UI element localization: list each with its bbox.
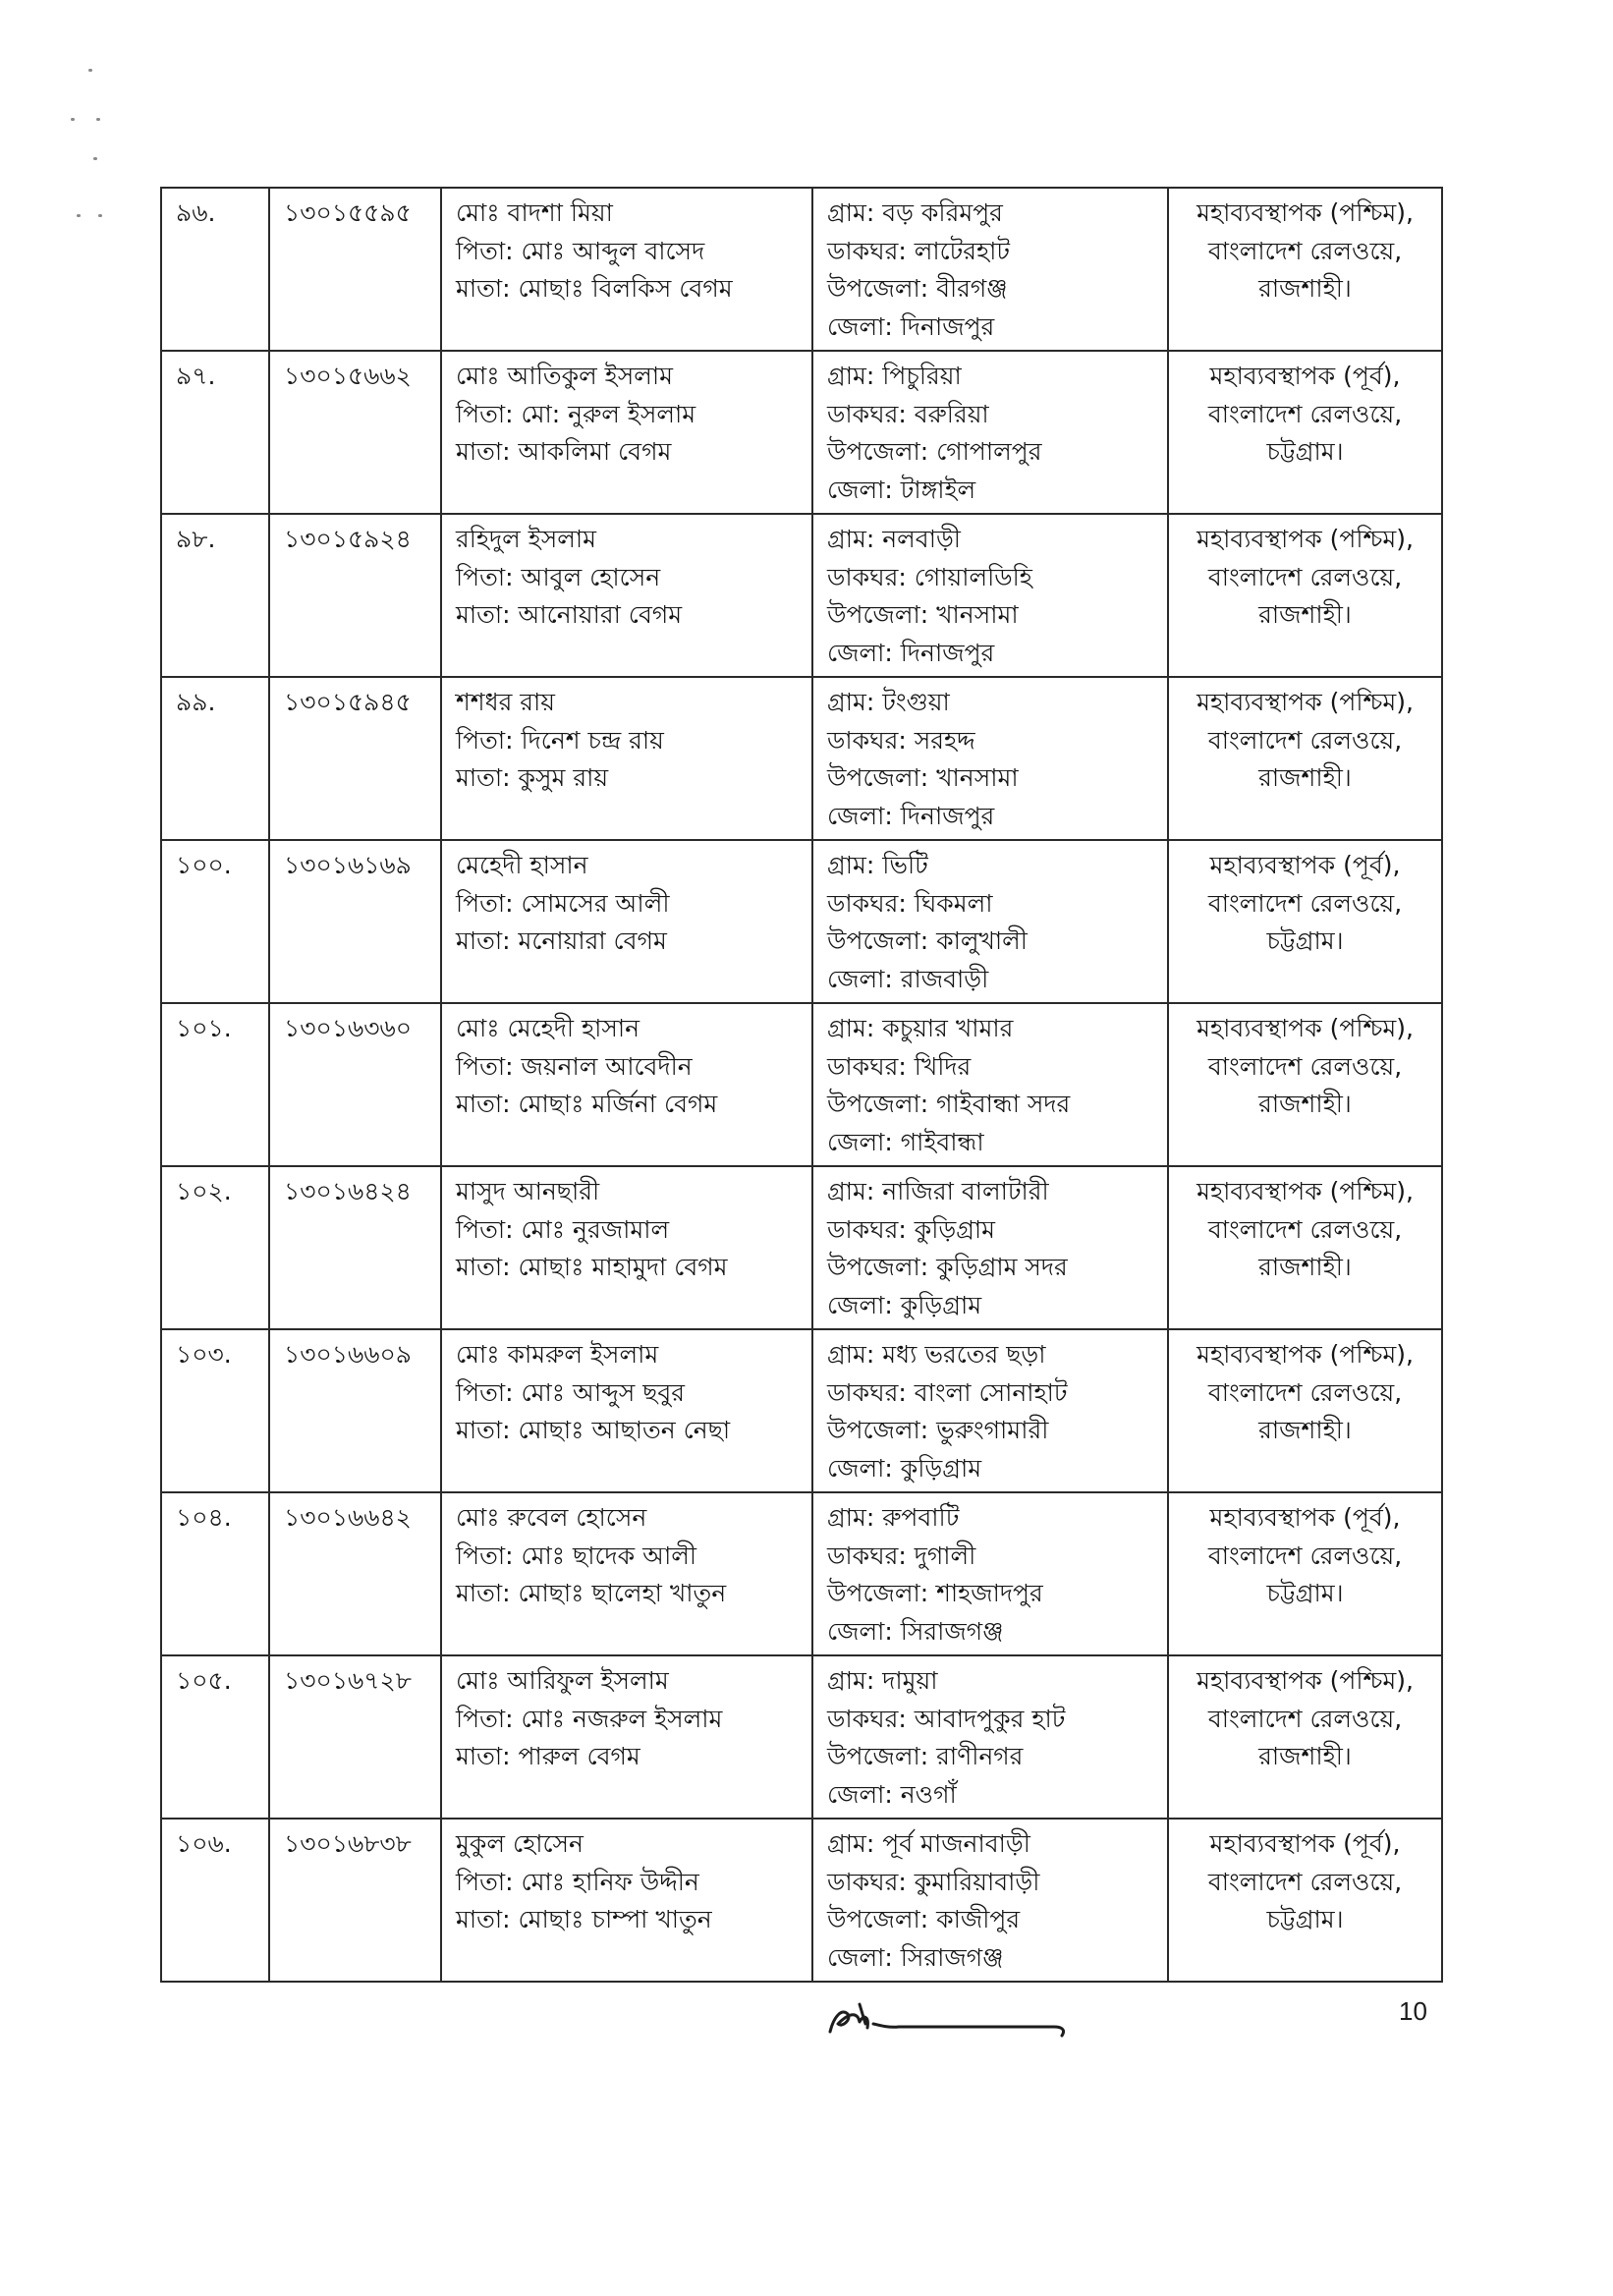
roll-cell bbox=[269, 351, 441, 514]
roll-number: ১৩০১৬৮৩৮ bbox=[284, 1829, 412, 1858]
scan-speck bbox=[88, 69, 92, 72]
posting-line: মহাব্যবস্থাপক (পশ্চিম), bbox=[1196, 525, 1414, 553]
roll-cell bbox=[269, 1655, 441, 1819]
mother-name: মাতা: পারুল বেগম bbox=[456, 1742, 640, 1770]
address-post-office: ডাকঘর: গোয়ালডিহি bbox=[827, 562, 1032, 591]
father-name: পিতা: মোঃ ছাদেক আলী bbox=[456, 1540, 697, 1570]
scan-speck bbox=[93, 157, 97, 160]
posting-line: মহাব্যবস্থাপক (পশ্চিম), bbox=[1196, 1666, 1414, 1695]
candidate-name: মাসুদ আনছারী bbox=[456, 1177, 600, 1205]
serial-number: ১০৬. bbox=[176, 1829, 232, 1858]
posting-line: রাজশাহী। bbox=[1258, 1253, 1352, 1281]
posting-cell bbox=[1168, 1819, 1442, 1982]
serial-cell bbox=[161, 514, 269, 677]
name-cell bbox=[441, 188, 812, 351]
address-post-office: ডাকঘর: আবাদপুকুর হাট bbox=[827, 1704, 1066, 1733]
serial-number: ১০৩. bbox=[176, 1340, 232, 1369]
address-post-office: ডাকঘর: কুমারিয়াবাড়ী bbox=[827, 1867, 1040, 1896]
father-name: পিতা: আবুল হোসেন bbox=[456, 562, 661, 591]
serial-number: ১০০. bbox=[176, 851, 232, 879]
posting-cell bbox=[1168, 514, 1442, 677]
address-post-office: ডাকঘর: কুড়িগ্রাম bbox=[827, 1214, 996, 1244]
scan-speck bbox=[96, 118, 100, 121]
serial-number: ১০১. bbox=[176, 1014, 232, 1042]
table-row bbox=[161, 1166, 1442, 1329]
posting-line: বাংলাদেশ রেলওয়ে, bbox=[1207, 1704, 1403, 1733]
address-upazila: উপজেলা: ভুরুংগামারী bbox=[827, 1416, 1049, 1444]
candidate-name: মোঃ বাদশা মিয়া bbox=[456, 198, 613, 227]
address-village: গ্রাম: রুপবাটি bbox=[827, 1503, 960, 1532]
posting-line: মহাব্যবস্থাপক (পূর্ব), bbox=[1209, 362, 1401, 390]
address-district: জেলা: কুড়িগ্রাম bbox=[827, 1453, 982, 1483]
father-name: পিতা: মোঃ নজরুল ইসলাম bbox=[456, 1704, 723, 1733]
scan-speck bbox=[71, 118, 75, 121]
address-cell bbox=[812, 351, 1168, 514]
posting-line: রাজশাহী। bbox=[1258, 1090, 1352, 1118]
father-name: পিতা: দিনেশ চন্দ্র রায় bbox=[456, 725, 664, 755]
posting-line: রাজশাহী। bbox=[1258, 1742, 1352, 1770]
posting-line: রাজশাহী। bbox=[1258, 1416, 1352, 1444]
serial-cell bbox=[161, 188, 269, 351]
posting-line: মহাব্যবস্থাপক (পশ্চিম), bbox=[1196, 688, 1414, 716]
roll-cell bbox=[269, 514, 441, 677]
serial-number: ৯৭. bbox=[176, 362, 216, 390]
address-upazila: উপজেলা: কুড়িগ্রাম সদর bbox=[827, 1253, 1068, 1281]
serial-cell bbox=[161, 1655, 269, 1819]
roll-number: ১৩০১৬৬০৯ bbox=[284, 1340, 412, 1369]
serial-cell bbox=[161, 1492, 269, 1655]
address-post-office: ডাকঘর: দুগালী bbox=[827, 1540, 976, 1570]
posting-line: বাংলাদেশ রেলওয়ে, bbox=[1207, 562, 1403, 591]
candidate-name: শশধর রায় bbox=[456, 688, 556, 716]
address-village: গ্রাম: নাজিরা বালাটারী bbox=[827, 1177, 1049, 1205]
posting-line: রাজশাহী। bbox=[1258, 600, 1352, 629]
name-cell bbox=[441, 1492, 812, 1655]
address-cell bbox=[812, 1003, 1168, 1166]
address-post-office: ডাকঘর: খিদির bbox=[827, 1051, 972, 1081]
candidate-name: রহিদুল ইসলাম bbox=[456, 525, 597, 553]
serial-cell bbox=[161, 1003, 269, 1166]
address-post-office: ডাকঘর: বরুরিয়া bbox=[827, 399, 989, 428]
address-post-office: ডাকঘর: সরহদ্দ bbox=[827, 725, 975, 755]
posting-line: বাংলাদেশ রেলওয়ে, bbox=[1207, 1214, 1403, 1244]
posting-cell bbox=[1168, 351, 1442, 514]
address-upazila: উপজেলা: শাহজাদপুর bbox=[827, 1579, 1043, 1607]
address-cell bbox=[812, 1166, 1168, 1329]
roll-number: ১৩০১৫৯২৪ bbox=[284, 525, 412, 553]
mother-name: মাতা: মোছাঃ মর্জিনা বেগম bbox=[456, 1090, 718, 1118]
roll-cell bbox=[269, 1492, 441, 1655]
mother-name: মাতা: মোছাঃ চাম্পা খাতুন bbox=[456, 1905, 712, 1933]
candidate-table-body bbox=[161, 188, 1442, 1982]
serial-cell bbox=[161, 1819, 269, 1982]
candidate-name: মোঃ কামরুল ইসলাম bbox=[456, 1340, 659, 1369]
posting-line: বাংলাদেশ রেলওয়ে, bbox=[1207, 1051, 1403, 1081]
address-district: জেলা: টাঙ্গাইল bbox=[827, 475, 976, 504]
posting-cell bbox=[1168, 188, 1442, 351]
table-row bbox=[161, 1819, 1442, 1982]
address-upazila: উপজেলা: কাজীপুর bbox=[827, 1905, 1021, 1933]
candidate-name: মোঃ আতিকুল ইসলাম bbox=[456, 362, 673, 390]
roll-number: ১৩০১৫৫৯৫ bbox=[284, 198, 412, 227]
roll-cell bbox=[269, 1329, 441, 1492]
posting-line: মহাব্যবস্থাপক (পশ্চিম), bbox=[1196, 1177, 1414, 1205]
address-cell bbox=[812, 1329, 1168, 1492]
address-district: জেলা: দিনাজপুর bbox=[827, 311, 995, 341]
mother-name: মাতা: আকলিমা বেগম bbox=[456, 437, 672, 466]
serial-cell bbox=[161, 1166, 269, 1329]
table-row bbox=[161, 351, 1442, 514]
page-number: 10 bbox=[1399, 1996, 1427, 2026]
roll-number: ১৩০১৬৩৬০ bbox=[284, 1014, 412, 1042]
name-cell bbox=[441, 677, 812, 840]
candidate-table bbox=[160, 187, 1443, 1983]
address-upazila: উপজেলা: রাণীনগর bbox=[827, 1742, 1024, 1770]
roll-number: ১৩০১৬১৬৯ bbox=[284, 851, 412, 879]
posting-line: মহাব্যবস্থাপক (পূর্ব), bbox=[1209, 1829, 1401, 1858]
address-post-office: ডাকঘর: বাংলা সোনাহাট bbox=[827, 1377, 1068, 1407]
posting-line: মহাব্যবস্থাপক (পশ্চিম), bbox=[1196, 198, 1414, 227]
posting-line: মহাব্যবস্থাপক (পশ্চিম), bbox=[1196, 1014, 1414, 1042]
address-post-office: ডাকঘর: লাটেরহাট bbox=[827, 236, 1011, 265]
mother-name: মাতা: মনোয়ারা বেগম bbox=[456, 926, 667, 955]
posting-cell bbox=[1168, 1003, 1442, 1166]
serial-number: ৯৯. bbox=[176, 688, 216, 716]
address-cell bbox=[812, 1819, 1168, 1982]
address-district: জেলা: সিরাজগঞ্জ bbox=[827, 1942, 1004, 1972]
address-district: জেলা: নওগাঁ bbox=[827, 1779, 957, 1809]
posting-line: চট্টগ্রাম। bbox=[1266, 437, 1344, 466]
posting-line: চট্টগ্রাম। bbox=[1266, 926, 1344, 955]
father-name: পিতা: মোঃ হানিফ উদ্দীন bbox=[456, 1867, 699, 1896]
table-row bbox=[161, 1492, 1442, 1655]
father-name: পিতা: মোঃ নুরজামাল bbox=[456, 1214, 670, 1244]
address-district: জেলা: দিনাজপুর bbox=[827, 801, 995, 830]
address-village: গ্রাম: বড় করিমপুর bbox=[827, 198, 1003, 227]
table-row bbox=[161, 1655, 1442, 1819]
posting-line: চট্টগ্রাম। bbox=[1266, 1905, 1344, 1933]
serial-cell bbox=[161, 351, 269, 514]
name-cell bbox=[441, 840, 812, 1003]
serial-number: ৯৬. bbox=[176, 198, 216, 227]
table-row bbox=[161, 188, 1442, 351]
posting-line: মহাব্যবস্থাপক (পশ্চিম), bbox=[1196, 1340, 1414, 1369]
address-district: জেলা: গাইবান্ধা bbox=[827, 1127, 984, 1156]
mother-name: মাতা: মোছাঃ আছাতন নেছা bbox=[456, 1416, 731, 1444]
father-name: পিতা: মো: নুরুল ইসলাম bbox=[456, 399, 696, 428]
roll-cell bbox=[269, 1166, 441, 1329]
table-row bbox=[161, 840, 1442, 1003]
father-name: পিতা: মোঃ আব্দুস ছবুর bbox=[456, 1377, 686, 1407]
posting-line: বাংলাদেশ রেলওয়ে, bbox=[1207, 1377, 1403, 1407]
mother-name: মাতা: মোছাঃ বিলকিস বেগম bbox=[456, 274, 733, 303]
candidate-name: মোঃ আরিফুল ইসলাম bbox=[456, 1666, 669, 1695]
posting-cell bbox=[1168, 840, 1442, 1003]
address-cell bbox=[812, 840, 1168, 1003]
roll-cell bbox=[269, 1003, 441, 1166]
posting-line: রাজশাহী। bbox=[1258, 274, 1352, 303]
name-cell bbox=[441, 1166, 812, 1329]
address-post-office: ডাকঘর: ঘিকমলা bbox=[827, 888, 993, 918]
address-district: জেলা: রাজবাড়ী bbox=[827, 964, 989, 993]
address-village: গ্রাম: পিচুরিয়া bbox=[827, 362, 962, 390]
candidate-name: মেহেদী হাসান bbox=[456, 851, 588, 879]
roll-cell bbox=[269, 677, 441, 840]
posting-cell bbox=[1168, 677, 1442, 840]
posting-line: চট্টগ্রাম। bbox=[1266, 1579, 1344, 1607]
mother-name: মাতা: আনোয়ারা বেগম bbox=[456, 600, 683, 629]
table-row bbox=[161, 514, 1442, 677]
serial-number: ১০৫. bbox=[176, 1666, 232, 1695]
posting-cell bbox=[1168, 1655, 1442, 1819]
address-cell bbox=[812, 188, 1168, 351]
mother-name: মাতা: মোছাঃ ছালেহা খাতুন bbox=[456, 1579, 727, 1607]
address-upazila: উপজেলা: গাইবান্ধা সদর bbox=[827, 1090, 1071, 1118]
father-name: পিতা: জয়নাল আবেদীন bbox=[456, 1051, 693, 1081]
roll-number: ১৩০১৫৯৪৫ bbox=[284, 688, 412, 716]
address-district: জেলা: কুড়িগ্রাম bbox=[827, 1290, 982, 1319]
candidate-name: মোঃ মেহেদী হাসান bbox=[456, 1014, 640, 1042]
scan-speck bbox=[77, 214, 81, 217]
name-cell bbox=[441, 1329, 812, 1492]
address-village: গ্রাম: ভিটি bbox=[827, 851, 928, 879]
address-village: গ্রাম: দামুয়া bbox=[827, 1666, 938, 1695]
name-cell bbox=[441, 1819, 812, 1982]
address-village: গ্রাম: মধ্য ভরতের ছড়া bbox=[827, 1340, 1046, 1369]
candidate-name: মুকুল হোসেন bbox=[456, 1829, 584, 1858]
name-cell bbox=[441, 514, 812, 677]
name-cell bbox=[441, 1655, 812, 1819]
address-village: গ্রাম: কচুয়ার খামার bbox=[827, 1014, 1014, 1042]
roll-number: ১৩০১৬৬৪২ bbox=[284, 1503, 412, 1532]
address-upazila: উপজেলা: খানসামা bbox=[827, 763, 1019, 792]
posting-line: রাজশাহী। bbox=[1258, 763, 1352, 792]
address-cell bbox=[812, 677, 1168, 840]
posting-line: বাংলাদেশ রেলওয়ে, bbox=[1207, 236, 1403, 265]
posting-line: বাংলাদেশ রেলওয়ে, bbox=[1207, 1540, 1403, 1570]
posting-line: বাংলাদেশ রেলওয়ে, bbox=[1207, 725, 1403, 755]
table-row bbox=[161, 1003, 1442, 1166]
posting-cell bbox=[1168, 1492, 1442, 1655]
serial-cell bbox=[161, 1329, 269, 1492]
roll-cell bbox=[269, 840, 441, 1003]
handwritten-signature-icon bbox=[820, 1994, 1076, 2053]
address-village: গ্রাম: টংগুয়া bbox=[827, 688, 950, 716]
roll-cell bbox=[269, 1819, 441, 1982]
address-cell bbox=[812, 1492, 1168, 1655]
roll-number: ১৩০১৫৬৬২ bbox=[284, 362, 412, 390]
roll-number: ১৩০১৬৪২৪ bbox=[284, 1177, 412, 1205]
address-upazila: উপজেলা: গোপালপুর bbox=[827, 437, 1042, 466]
posting-line: মহাব্যবস্থাপক (পূর্ব), bbox=[1209, 1503, 1401, 1532]
address-upazila: উপজেলা: কালুখালী bbox=[827, 926, 1028, 955]
name-cell bbox=[441, 351, 812, 514]
serial-cell bbox=[161, 840, 269, 1003]
posting-cell bbox=[1168, 1329, 1442, 1492]
address-village: গ্রাম: নলবাড়ী bbox=[827, 525, 961, 553]
posting-cell bbox=[1168, 1166, 1442, 1329]
serial-number: ১০৪. bbox=[176, 1503, 232, 1532]
table-row bbox=[161, 1329, 1442, 1492]
address-cell bbox=[812, 1655, 1168, 1819]
mother-name: মাতা: মোছাঃ মাহামুদা বেগম bbox=[456, 1253, 728, 1281]
table-row bbox=[161, 677, 1442, 840]
scan-speck bbox=[98, 214, 102, 217]
posting-line: বাংলাদেশ রেলওয়ে, bbox=[1207, 399, 1403, 428]
name-cell bbox=[441, 1003, 812, 1166]
roll-cell bbox=[269, 188, 441, 351]
serial-cell bbox=[161, 677, 269, 840]
address-village: গ্রাম: পূর্ব মাজনাবাড়ী bbox=[827, 1829, 1030, 1858]
posting-line: মহাব্যবস্থাপক (পূর্ব), bbox=[1209, 851, 1401, 879]
serial-number: ১০২. bbox=[176, 1177, 232, 1205]
father-name: পিতা: সোমসের আলী bbox=[456, 888, 670, 918]
address-upazila: উপজেলা: বীরগঞ্জ bbox=[827, 274, 1008, 303]
posting-line: বাংলাদেশ রেলওয়ে, bbox=[1207, 888, 1403, 918]
posting-line: বাংলাদেশ রেলওয়ে, bbox=[1207, 1867, 1403, 1896]
father-name: পিতা: মোঃ আব্দুল বাসেদ bbox=[456, 236, 705, 265]
candidate-name: মোঃ রুবেল হোসেন bbox=[456, 1503, 647, 1532]
mother-name: মাতা: কুসুম রায় bbox=[456, 763, 609, 792]
roll-number: ১৩০১৬৭২৮ bbox=[284, 1666, 412, 1695]
address-cell bbox=[812, 514, 1168, 677]
address-district: জেলা: সিরাজগঞ্জ bbox=[827, 1616, 1004, 1646]
serial-number: ৯৮. bbox=[176, 525, 216, 553]
address-district: জেলা: দিনাজপুর bbox=[827, 638, 995, 667]
address-upazila: উপজেলা: খানসামা bbox=[827, 600, 1019, 629]
